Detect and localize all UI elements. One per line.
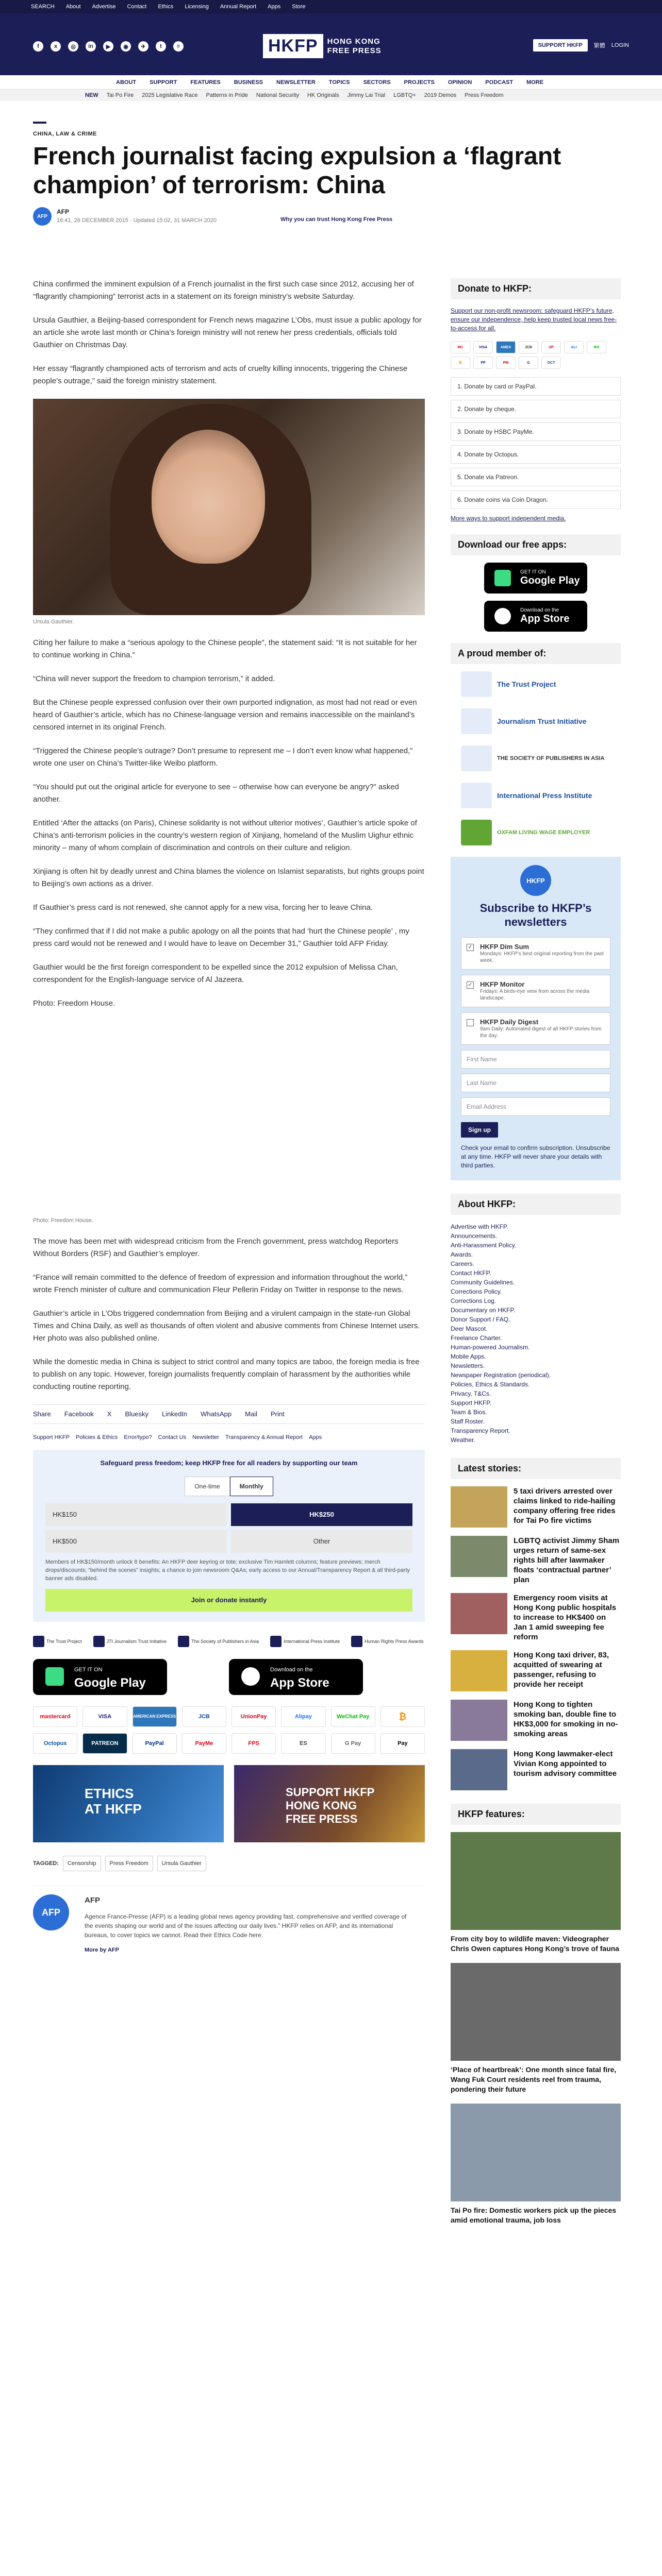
member-name: International Press Institute <box>497 791 592 800</box>
jcb-icon: JCB <box>519 341 538 353</box>
latest-story[interactable] <box>451 1650 621 1691</box>
feature-title[interactable]: From city boy to wildlife maven: Videographer Chris Owen captures Hong Kong’s trove of fauna <box>451 1935 619 1953</box>
octopus-icon: Octopus <box>33 1733 77 1754</box>
logo-mark <box>461 745 492 771</box>
about-link[interactable]: Community Guidelines. <box>451 1279 515 1286</box>
mastercard-icon: MC <box>451 341 470 353</box>
about-link[interactable]: Support HKFP. <box>451 1399 492 1406</box>
member-jti[interactable] <box>461 708 621 734</box>
article-footer-links <box>33 1431 425 1444</box>
payme-icon: PM <box>496 357 516 369</box>
signup-button[interactable]: Sign up <box>461 1122 498 1138</box>
topbar-advertise[interactable]: Advertise <box>92 4 116 10</box>
donate-step-payme[interactable]: 3. Donate by HSBC PayMe. <box>451 422 621 441</box>
article-date: 16:41, 26 DECEMBER 2015 · Updated 15:02, 31 MARCH 2020 <box>57 217 217 224</box>
member-name: Journalism Trust Initiative <box>497 717 587 725</box>
newsletter-name: HKFP Dim Sum <box>480 943 529 951</box>
ethics-banner[interactable] <box>33 1765 224 1842</box>
newsletter-option-dimsum[interactable] <box>461 937 610 970</box>
about-link[interactable]: Contact HKFP. <box>451 1269 491 1277</box>
about-link[interactable]: Deer Mascot. <box>451 1325 488 1332</box>
trending-item[interactable]: HK Originals <box>307 92 339 98</box>
language-link[interactable]: 繁體 <box>593 43 605 49</box>
logo-mark <box>461 820 492 845</box>
more-ways <box>451 514 621 523</box>
share-label[interactable]: Share <box>33 1410 51 1418</box>
about-link[interactable]: Documentary on HKFP. <box>451 1307 516 1314</box>
badge-small-text: Download on the <box>520 607 559 613</box>
story-thumbnail <box>451 1486 507 1528</box>
footer-link[interactable]: Contact Us <box>158 1434 187 1440</box>
apple-pay-icon: Pay <box>380 1733 425 1754</box>
wechat-icon: WX <box>587 341 606 353</box>
share-facebook[interactable]: Facebook <box>64 1410 94 1418</box>
amount-options <box>45 1503 412 1553</box>
amount-500[interactable]: HK$500 <box>45 1530 227 1553</box>
tag-censorship[interactable]: Censorship <box>63 1856 101 1871</box>
newsletter-option-monitor[interactable] <box>461 975 610 1007</box>
about-links <box>451 1222 621 1445</box>
sidebar-app-badges <box>451 563 621 632</box>
photo-caption: Photo: Freedom House. <box>33 1217 93 1224</box>
nav-topics[interactable]: TOPICS <box>328 79 350 86</box>
topbar-licensing[interactable]: Licensing <box>185 4 209 10</box>
amount-250[interactable]: HK$250 <box>231 1503 412 1526</box>
paypal-icon: PayPal <box>133 1733 177 1754</box>
share-x[interactable]: X <box>107 1410 112 1418</box>
footer-link[interactable]: Apps <box>309 1434 322 1440</box>
donate-heading: Donate to HKFP: <box>451 278 621 299</box>
banner-title: ETHICS AT HKFP <box>85 1786 142 1817</box>
byline <box>33 207 631 228</box>
topbar-about[interactable]: About <box>65 4 81 10</box>
share-mail[interactable]: Mail <box>245 1410 257 1418</box>
logo-text: The Trust Project <box>46 1639 82 1644</box>
paragraph: Gauthier’s article in L’Obs triggered condemnation from Beijing and a virulent campaign in the state-run Global Times and China Daily, as well as thousands of often violent and abusive comments from Chinese Internet users. Her photo was also published online. <box>33 1309 420 1343</box>
paragraph: China confirmed the imminent expulsion of a French journalist in the first such case since 2012, accusing her of “flagrantly championing” terrorist acts in a statement on its foreign ministry’s website Saturday. <box>33 280 414 301</box>
last-name-input[interactable]: Last Name <box>461 1074 610 1092</box>
newsletter-logo: HKFP <box>520 865 551 896</box>
logo-mark: HKFP <box>263 34 323 58</box>
bitcoin-icon: ₿ <box>380 1706 425 1727</box>
logo-line-1: HONG KONG <box>327 37 380 46</box>
about-heading: About HKFP: <box>451 1194 621 1215</box>
ipi-logo[interactable] <box>270 1635 340 1648</box>
app-store-badge[interactable] <box>484 601 587 632</box>
tags <box>33 1856 425 1871</box>
member-oxfam[interactable] <box>461 820 621 845</box>
payment-methods <box>33 1706 425 1754</box>
amount-150[interactable]: HK$150 <box>45 1503 227 1526</box>
youtube-icon[interactable]: ▶ <box>103 41 113 52</box>
author-box-bio: Agence France-Presse (AFP) is a leading global news agency providing fast, comprehensive and verified coverage of the events shaping our world and of the issues affecting our daily lives.” HKFP relies on AFP, and its international bureaus, to cover topics we cannot. Read their Ethics Code here. <box>85 1913 407 1939</box>
paragraph: “China will never support the freedom to champion terrorism,” it added. <box>33 674 275 683</box>
nav-podcast[interactable]: PODCAST <box>485 79 514 86</box>
paragraph: But the Chinese people expressed confusion over their own purported indignation, as most had not read or even heard of Gauthier’s article, which has no Chinese-language version and remains inaccessible on the mainland’s censored internet in its original French. <box>33 698 417 732</box>
newsletter-option-digest[interactable] <box>461 1012 610 1045</box>
logo-text: JTI Journalism Trust Initiative <box>106 1639 167 1644</box>
mastercard-icon: mastercard <box>33 1706 77 1727</box>
logo-mark <box>178 1636 189 1647</box>
checkbox[interactable] <box>467 1019 474 1026</box>
latest-story[interactable] <box>451 1486 621 1528</box>
more-ways-link[interactable]: More ways to support independent media. <box>451 515 566 522</box>
latest-heading: Latest stories: <box>451 1458 621 1479</box>
story-thumbnail <box>451 1593 507 1634</box>
feature-story[interactable] <box>451 1832 621 1954</box>
logo-wordmark <box>327 37 382 56</box>
topbar-ethics[interactable]: Ethics <box>158 4 174 10</box>
promo-banners <box>33 1765 425 1842</box>
member-trust-project[interactable] <box>461 671 621 697</box>
paragraph: “You should put out the original article for everyone to see – otherwise how can everyone be angry?” asked another. <box>33 783 399 804</box>
about-link[interactable]: Donor Support / FAQ. <box>451 1316 510 1323</box>
trending-item[interactable]: Press Freedom <box>465 92 504 98</box>
logo-mark <box>270 1636 282 1647</box>
gauthier-photo <box>33 399 425 615</box>
about-link[interactable]: Careers. <box>451 1260 475 1267</box>
alipay-icon: ALI <box>564 341 584 353</box>
x-icon[interactable]: x <box>51 41 61 52</box>
nav-more[interactable]: MORE <box>526 79 544 86</box>
badge-big-text: Google Play <box>520 575 580 586</box>
paragraph: If Gauthier’s press card is not renewed, she cannot apply for a new visa, forcing her to leave China. <box>33 903 373 912</box>
topbar-search[interactable]: SEARCH <box>31 4 55 10</box>
logo-mark <box>351 1636 362 1647</box>
trust-project-logo[interactable] <box>33 1635 82 1648</box>
octopus-icon: OCT <box>541 357 561 369</box>
badge-small-text: GET IT ON <box>520 569 546 575</box>
member-name: THE SOCIETY OF PUBLISHERS IN ASIA <box>497 755 605 761</box>
feature-story[interactable] <box>451 2104 621 2225</box>
trending-item[interactable]: 2019 Demos <box>424 92 457 98</box>
about-link[interactable]: Human-powered Journalism. <box>451 1344 530 1351</box>
badge-big-text: App Store <box>520 613 570 624</box>
topbar-store[interactable]: Store <box>292 4 306 10</box>
latest-story[interactable] <box>451 1749 621 1790</box>
share-bluesky[interactable]: Bluesky <box>125 1410 148 1418</box>
paragraph: While the domestic media in China is subject to strict control and many topics are taboo, the foreign media is free to publish on any topic. However, foreign journalists frequently complain of harassment by the authorities while conducting routine reporting. <box>33 1358 420 1391</box>
membership-benefits: Members of HK$150/month unlock 8 benefits: An HKFP deer keyring or tote; exclusive Tim Hamlett columns; feature previews; merch drops/discounts; “behind the scenes” insights; a chance to join newsroom Q&As; early access to our Annual/Transparency Report & all third-party banner ads disabled. <box>45 1559 410 1582</box>
about-link[interactable]: Newspaper Registration (periodical). <box>451 1371 551 1379</box>
monthly-tab[interactable]: Monthly <box>230 1477 273 1496</box>
trending-item[interactable]: Tai Po Fire <box>106 92 134 98</box>
nav-support[interactable]: SUPPORT <box>150 79 177 86</box>
newsletter-title: Subscribe to HKFP’s newsletters <box>479 902 592 928</box>
logo-line-2: FREE PRESS <box>327 46 382 55</box>
sidebar <box>451 278 621 2234</box>
badge-small-text: GET IT ON <box>74 1667 103 1673</box>
trust-link[interactable]: Why you can trust Hong Kong Free Press <box>280 216 392 223</box>
author-name[interactable]: AFP <box>57 208 69 215</box>
feature-title[interactable]: Tai Po fire: Domestic workers pick up the pieces amid emotional trauma, job loss <box>451 2206 617 2224</box>
tag-press-freedom[interactable]: Press Freedom <box>105 1856 153 1871</box>
paragraph: Citing her failure to make a “serious apology to the Chinese people”, the statement said: “It is not suitable for her to continue working in China.” <box>33 638 417 659</box>
first-name-input[interactable]: First Name <box>461 1050 610 1069</box>
article-body <box>33 278 425 1953</box>
banner-title: SUPPORT HKFP HONG KONG FREE PRESS <box>286 1786 375 1825</box>
feature-image <box>451 1832 621 1930</box>
telegram-icon[interactable]: ✈ <box>138 41 148 52</box>
logo-text: The Society of Publishers in Asia <box>191 1639 259 1644</box>
category-rule <box>33 122 46 124</box>
donate-step-coins[interactable]: 6. Donate coins via Coin Dragon. <box>451 490 621 509</box>
donate-step-patreon[interactable]: 5. Donate via Patreon. <box>451 468 621 486</box>
footer-link[interactable]: Support HKFP <box>33 1434 70 1440</box>
newsletter-name: HKFP Daily Digest <box>480 1018 539 1026</box>
google-play-badge[interactable] <box>484 563 587 594</box>
one-time-tab[interactable]: One-time <box>185 1477 229 1496</box>
app-store-badges <box>33 1659 425 1695</box>
logo-text: Human Rights Press Awards <box>365 1639 424 1644</box>
visa-icon: VISA <box>473 341 493 353</box>
logo-text: International Press Institute <box>284 1639 340 1644</box>
feature-title[interactable]: ‘Place of heartbreak’: One month since fatal fire, Wang Fuk Court residents reel from trauma, pondering their future <box>451 2065 617 2093</box>
support-hkfp-button[interactable]: SUPPORT HKFP <box>533 39 588 52</box>
feature-story[interactable] <box>451 1963 621 2094</box>
logo-mark <box>461 708 492 734</box>
badge-big-text: App Store <box>270 1676 329 1690</box>
jti-logo[interactable] <box>93 1635 167 1648</box>
alipay-icon: Alipay <box>281 1706 325 1727</box>
story-title[interactable]: Emergency room visits at Hong Kong public hospitals to increase to HK$400 on Jan 1 amid sweeping fee reform <box>514 1594 617 1641</box>
about-link[interactable]: Policies, Ethics & Standards. <box>451 1381 530 1388</box>
paragraph: “Triggered the Chinese people’s outrage? Don’t presume to represent me – I don’t even know what happened,” wrote one user on China’s Twitter-like Weibo platform. <box>33 747 413 768</box>
paragraph: Entitled ‘After the attacks (on Paris), Chinese solidarity is not without ulterior motives’, Gauthier’s article spoke of China’s anti-terrorism policies in the country’s western region of Xinjiang, homeland of the Muslim Uighur ethnic minority – many of whom complain of discrimination and controls on their culture and religion. <box>33 819 417 852</box>
trending-item[interactable]: LGBTQ+ <box>393 92 416 98</box>
tag-ursula-gauthier[interactable]: Ursula Gauthier <box>157 1856 206 1871</box>
member-name: The Trust Project <box>497 680 556 688</box>
about-link[interactable]: Freelance Charter. <box>451 1334 502 1342</box>
story-thumbnail <box>451 1536 507 1577</box>
about-link[interactable]: Newsletters. <box>451 1362 485 1369</box>
donate-text-link[interactable]: Support our non-profit newsroom: safeguard HKFP’s future, ensure our independence, help keep trusted local news free-to-access for all. <box>451 307 617 332</box>
broken-image-alt: Photo: Freedom House. <box>33 999 115 1008</box>
newsletter-desc: Fridays: A birds-eye view from across the media landscape. <box>480 989 590 1001</box>
paypal-icon: PP <box>473 357 493 369</box>
about-link[interactable]: Privacy, T&Cs. <box>451 1390 491 1397</box>
donate-step-octopus[interactable]: 4. Donate by Octopus. <box>451 445 621 464</box>
photo-face <box>152 430 265 564</box>
story-title[interactable]: Hong Kong lawmaker-elect Vivian Kong appointed to tourism advisory committee <box>514 1750 617 1778</box>
article-category[interactable]: CHINA, LAW & CRIME <box>33 131 97 137</box>
newsletter-desc: 9am Daily: Automated digest of all HKFP stories from the day. <box>480 1026 602 1039</box>
topbar-annual-report[interactable]: Annual Report <box>220 4 257 10</box>
newsletter-name: HKFP Monitor <box>480 980 525 988</box>
logo-mark <box>33 1636 44 1647</box>
donate-step-cheque[interactable]: 2. Donate by cheque. <box>451 400 621 418</box>
paragraph: Ursula Gauthier, a Beijing-based correspondent for French news magazine L’Obs, must issue a public apology for an article she wrote last month or China’s foreign ministry will not renew her press credentials, officials told Gauthier on Christmas Day. <box>33 316 422 349</box>
story-thumbnail <box>451 1700 507 1741</box>
member-heading: A proud member of: <box>451 643 621 664</box>
about-link[interactable]: Staff Roster. <box>451 1418 485 1425</box>
member-name: OXFAM LIVING WAGE EMPLOYER <box>497 829 590 836</box>
social-links <box>33 41 184 52</box>
google-pay-icon: G <box>519 357 538 369</box>
about-link[interactable]: Corrections Policy. <box>451 1288 502 1295</box>
tiktok-icon[interactable]: t <box>156 41 166 52</box>
threads-icon[interactable]: ◉ <box>121 41 131 52</box>
author-box <box>33 1886 425 1953</box>
nav-newsletter[interactable]: NEWSLETTER <box>276 79 316 86</box>
trending-item[interactable]: National Security <box>256 92 299 98</box>
story-title[interactable]: Hong Kong to tighten smoking ban, double fine to HK$3,000 for smoking in no-smoking areas <box>514 1700 618 1738</box>
paragraph: Xinjiang is often hit by deadly unrest and China blames the violence on Islamist separatists, but rights groups point to Beijing’s own actions as a driver. <box>33 867 424 888</box>
trending-bar <box>0 90 662 101</box>
google-play-icon <box>45 1667 64 1686</box>
email-input[interactable]: Email Address <box>461 1097 610 1116</box>
trending-item[interactable]: Jimmy Lai Trial <box>347 92 386 98</box>
feature-image <box>451 2104 621 2201</box>
about-link[interactable]: Awards. <box>451 1251 473 1258</box>
amex-icon: AMEX <box>496 341 516 353</box>
article-title: French journalist facing expulsion a ‘flagrant champion’ of terrorism: China <box>33 143 561 199</box>
nav-features[interactable]: FEATURES <box>190 79 221 86</box>
paragraph: “They confirmed that if I did not make a public apology on all the points that had ‘hurt the Chinese people’ , my press card would not be renewed and I would have to leave on December 31,” Gauthier told AFP Friday. <box>33 927 409 948</box>
about-link[interactable]: Announcements. <box>451 1232 498 1240</box>
es-icon: ES <box>281 1733 325 1754</box>
sidebar-payment-icons <box>451 341 621 369</box>
footer-link[interactable]: Policies & Ethics <box>75 1434 118 1440</box>
paragraph: Gauthier would be the first foreign correspondent to be expelled since the 2012 expulsion of Melissa Chan, correspondent for the English-language service of Al Jazeera. <box>33 963 398 984</box>
tagged-label: TAGGED: <box>33 1860 59 1867</box>
about-link[interactable]: Weather. <box>451 1436 475 1444</box>
author-box-name[interactable]: AFP <box>85 1896 100 1905</box>
trending-item[interactable]: Patterns in Pride <box>206 92 248 98</box>
author-avatar[interactable]: AFP <box>33 207 52 226</box>
site-logo[interactable] <box>263 34 382 58</box>
newsletter-box <box>451 857 621 1180</box>
about-link[interactable]: Team & Bios. <box>451 1409 487 1416</box>
more-by-author-link[interactable]: More by AFP <box>85 1947 119 1953</box>
story-title[interactable]: 5 taxi drivers arrested over claims linked to ride-hailing company offering free rides for Tai Po fire victims <box>514 1487 616 1525</box>
linkedin-icon[interactable]: in <box>86 41 96 52</box>
about-link[interactable]: Mobile Apps. <box>451 1353 486 1360</box>
donate-step-card[interactable]: 1. Donate by card or PayPal. <box>451 377 621 396</box>
logo-mark <box>461 783 492 808</box>
instagram-icon[interactable]: ◎ <box>68 41 78 52</box>
apple-icon <box>241 1667 260 1686</box>
nav-about[interactable]: ABOUT <box>116 79 137 86</box>
share-linkedin[interactable]: LinkedIn <box>162 1410 188 1418</box>
jcb-icon: JCB <box>182 1706 226 1727</box>
badge-big-text: Google Play <box>74 1676 146 1690</box>
facebook-icon[interactable]: f <box>33 41 43 52</box>
newsletter-desc: Mondays: HKFP’s best original reporting from the past week. <box>480 951 604 963</box>
sopa-logo[interactable] <box>178 1635 259 1648</box>
main-nav <box>0 75 662 90</box>
rss-icon[interactable]: ≡ <box>173 41 184 52</box>
logo-mark <box>461 671 492 697</box>
logo-mark <box>93 1636 105 1647</box>
freedom-house-photo <box>33 997 425 1214</box>
newsletter-disclaimer: Check your email to confirm subscription. Unsubscribe at any time. HKFP will never share your details with third parties. <box>461 1144 610 1169</box>
author-box-avatar[interactable]: AFP <box>33 1894 69 1930</box>
latest-stories <box>451 1486 621 1790</box>
trending-label: NEW <box>85 92 98 98</box>
hrpa-logo[interactable] <box>351 1635 423 1648</box>
amex-icon: AMERICAN EXPRESS <box>133 1706 177 1727</box>
amount-other[interactable]: Other <box>231 1530 412 1553</box>
donation-frequency <box>45 1477 412 1496</box>
story-thumbnail <box>451 1749 507 1790</box>
photo-caption: Ursula Gauthier. <box>33 619 74 625</box>
google-play-badge[interactable] <box>33 1659 167 1695</box>
topbar-contact[interactable]: Contact <box>127 4 147 10</box>
nav-projects[interactable]: PROJECTS <box>404 79 435 86</box>
feature-image <box>451 1963 621 2061</box>
trust-logos <box>33 1635 425 1648</box>
apple-icon <box>494 608 511 624</box>
wechat-pay-icon: WeChat Pay <box>331 1706 375 1727</box>
about-link[interactable]: Transparency Report. <box>451 1427 510 1434</box>
nav-sectors[interactable]: SECTORS <box>363 79 391 86</box>
story-thumbnail <box>451 1650 507 1691</box>
about-link[interactable]: Advertise with HKFP. <box>451 1223 508 1230</box>
badge-small-text: Download on the <box>270 1667 313 1673</box>
footer-link[interactable]: Newsletter <box>192 1434 220 1440</box>
visa-icon: VISA <box>82 1706 127 1727</box>
fps-icon: FPS <box>231 1733 276 1754</box>
about-link[interactable]: Anti-Harassment Policy. <box>451 1242 517 1249</box>
nav-opinion[interactable]: OPINION <box>448 79 472 86</box>
latest-story[interactable] <box>451 1700 621 1741</box>
topbar-apps[interactable]: Apps <box>268 4 281 10</box>
google-pay-icon: G Pay <box>331 1733 375 1754</box>
donate-text <box>451 307 621 333</box>
checkbox[interactable]: ✓ <box>467 944 474 951</box>
top-utility-bar <box>0 0 662 13</box>
latest-story[interactable] <box>451 1536 621 1585</box>
patreon-icon: PATREON <box>82 1733 127 1754</box>
checkbox[interactable]: ✓ <box>467 981 474 989</box>
payme-icon: PayMe <box>182 1733 226 1754</box>
apps-heading: Download our free apps: <box>451 534 621 555</box>
paragraph: Her essay “flagrantly championed acts of terrorism and acts of cruelty killing innocents, triggering the Chinese people’s outrage,” said the foreign ministry statement. <box>33 364 408 385</box>
bitcoin-icon: ₿ <box>451 357 470 369</box>
share-print[interactable]: Print <box>270 1410 285 1418</box>
paragraph: The move has been met with widespread criticism from the French government, press watchdog Reporters Without Borders (RSF) and Gauthier’s employer. <box>33 1237 399 1258</box>
donation-heading: Safeguard press freedom; keep HKFP free for all readers by supporting our team <box>100 1459 358 1467</box>
donation-box <box>33 1450 425 1622</box>
share-whatsapp[interactable]: WhatsApp <box>201 1410 232 1418</box>
story-title[interactable]: LGBTQ activist Jimmy Sham urges return of same-sex rights bill after lawmaker floats ‘contractual partner’ plan <box>514 1536 620 1584</box>
site-header <box>0 13 662 75</box>
nav-business[interactable]: BUSINESS <box>234 79 263 86</box>
member-ipi[interactable] <box>461 783 621 808</box>
about-link[interactable]: Corrections Log. <box>451 1297 496 1304</box>
header-actions <box>533 39 629 52</box>
footer-link[interactable]: Error/typo? <box>124 1434 152 1440</box>
story-title[interactable]: Hong Kong taxi driver, 83, acquitted of swearing at passenger, refusing to provide her receipt <box>514 1651 609 1689</box>
trending-item[interactable]: 2025 Legislative Race <box>142 92 198 98</box>
unionpay-icon: UP <box>541 341 561 353</box>
google-play-icon <box>494 570 511 586</box>
app-store-badge[interactable] <box>229 1659 363 1695</box>
support-banner[interactable] <box>234 1765 425 1842</box>
footer-link[interactable]: Transparency & Annual Report <box>225 1434 303 1440</box>
login-link[interactable]: LOGIN <box>611 42 629 48</box>
share-bar <box>33 1404 425 1424</box>
join-donate-button[interactable]: Join or donate instantly <box>45 1589 412 1612</box>
latest-story[interactable] <box>451 1593 621 1642</box>
features-heading: HKFP features: <box>451 1804 621 1825</box>
paragraph: “France will remain committed to the defence of freedom of expression and information throughout the world,” wrote French minister of culture and communication Fleur Pellerin Friday on Twitter in response to the news. <box>33 1273 408 1294</box>
member-sopa[interactable] <box>461 745 621 771</box>
unionpay-icon: UnionPay <box>231 1706 276 1727</box>
